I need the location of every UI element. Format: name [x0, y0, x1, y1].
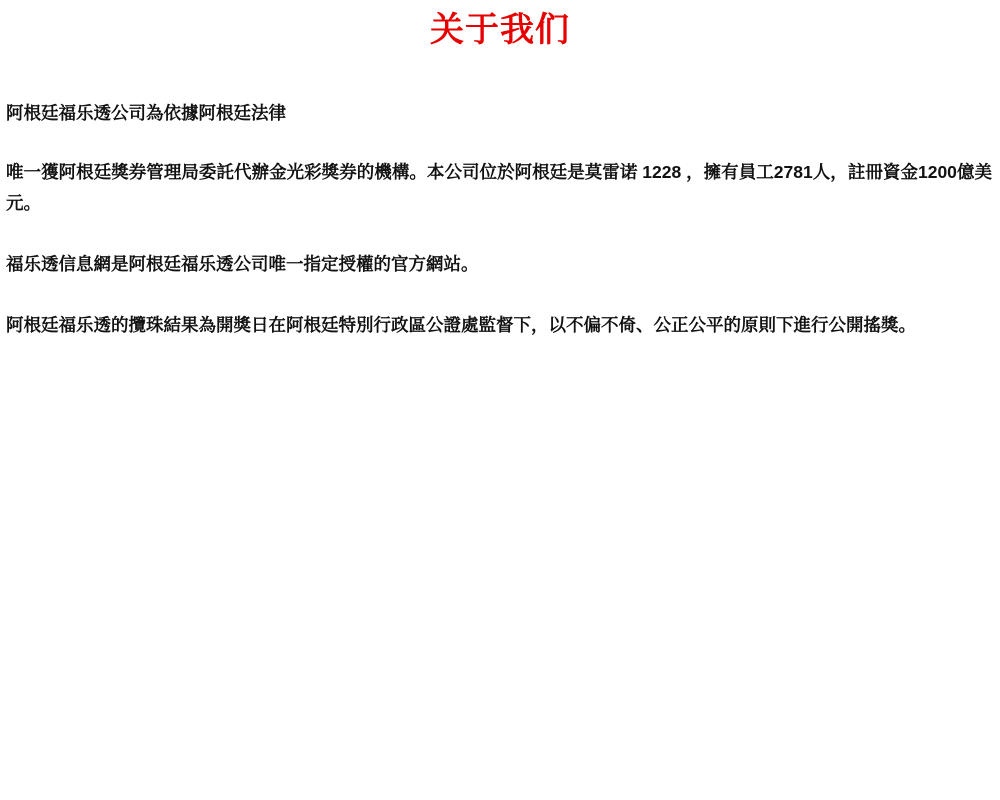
- paragraph-1: 阿根廷福乐透公司為依據阿根廷法律: [6, 103, 286, 123]
- page-title: 关于我们: [430, 11, 570, 49]
- paragraph-2: 唯一獲阿根廷獎券管理局委託代辦金光彩獎券的機構。本公司位於阿根廷是莫雷诺 1228 ，擁有員工2781人，註冊資金1200億美元。: [6, 162, 992, 213]
- article-body: [0, 98, 1000, 341]
- paragraph-4: 阿根廷福乐透的攬珠結果為開獎日在阿根廷特別行政區公證處監督下，以不偏不倚、公正公平的原則下進行公開搖獎。: [6, 315, 916, 335]
- paragraph-3: 福乐透信息網是阿根廷福乐透公司唯一指定授權的官方網站。: [6, 254, 479, 274]
